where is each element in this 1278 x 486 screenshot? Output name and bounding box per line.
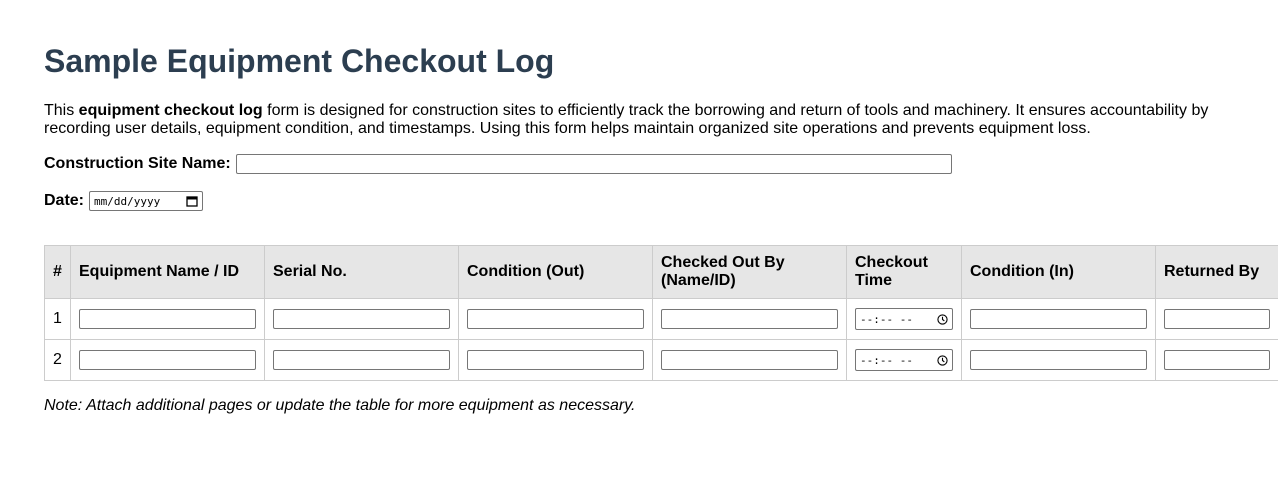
column-header: Condition (In) bbox=[962, 246, 1156, 299]
intro-prefix: This bbox=[44, 102, 79, 119]
cell-input[interactable] bbox=[273, 309, 450, 329]
date-row bbox=[44, 191, 203, 211]
cell-input[interactable] bbox=[970, 309, 1147, 329]
table-cell bbox=[847, 340, 962, 381]
cell-input[interactable] bbox=[79, 350, 256, 370]
table-cell bbox=[265, 299, 459, 340]
table-cell bbox=[847, 299, 962, 340]
table-cell bbox=[71, 299, 265, 340]
cell-input[interactable] bbox=[79, 309, 256, 329]
footnote: Note: Attach additional pages or update the table for more equipment as necessary. bbox=[44, 397, 636, 414]
date-label: Date: bbox=[44, 192, 85, 209]
calendar-icon[interactable] bbox=[186, 195, 198, 207]
site-name-row bbox=[44, 154, 952, 174]
cell-input[interactable] bbox=[970, 350, 1147, 370]
clock-icon[interactable] bbox=[937, 355, 948, 366]
table-row bbox=[45, 340, 1278, 381]
clock-icon[interactable] bbox=[937, 314, 948, 325]
table-cell bbox=[265, 340, 459, 381]
page-title: Sample Equipment Checkout Log bbox=[44, 43, 555, 79]
row-number: 1 bbox=[45, 299, 71, 340]
column-header: # bbox=[45, 246, 71, 299]
cell-input[interactable] bbox=[1164, 350, 1270, 370]
row-number: 2 bbox=[45, 340, 71, 381]
table-row bbox=[45, 299, 1278, 340]
table-cell bbox=[962, 340, 1156, 381]
table-cell bbox=[962, 299, 1156, 340]
checkout-time-input[interactable] bbox=[855, 349, 953, 371]
table-cell bbox=[1156, 340, 1278, 381]
time-placeholder: --:-- -- bbox=[860, 353, 913, 367]
table-cell bbox=[71, 340, 265, 381]
site-name-input[interactable] bbox=[236, 154, 952, 174]
site-name-label: Construction Site Name: bbox=[44, 155, 231, 172]
column-header: Returned By bbox=[1156, 246, 1278, 299]
time-placeholder: --:-- -- bbox=[860, 312, 913, 326]
intro-bold: equipment checkout log bbox=[78, 102, 263, 119]
column-header: Checked Out By (Name/ID) bbox=[653, 246, 847, 299]
cell-input[interactable] bbox=[273, 350, 450, 370]
table-cell bbox=[1156, 299, 1278, 340]
checkout-table bbox=[44, 245, 1278, 381]
column-header: Serial No. bbox=[265, 246, 459, 299]
table-cell bbox=[459, 340, 653, 381]
column-header: Equipment Name / ID bbox=[71, 246, 265, 299]
cell-input[interactable] bbox=[467, 350, 644, 370]
table-header-row bbox=[45, 246, 1278, 299]
intro-suffix: form is designed for construction sites to efficiently track the borrowing and return of tools and machinery. It ensures accountability by recording user details, equipment condition, and timestamps. Using this form helps maintain organized site operations and prevents equipment loss. bbox=[44, 102, 1209, 137]
column-header: Checkout Time bbox=[847, 246, 962, 299]
date-placeholder: mm/dd/yyyy bbox=[94, 194, 161, 208]
cell-input[interactable] bbox=[661, 350, 838, 370]
checkout-time-input[interactable] bbox=[855, 308, 953, 330]
intro-text bbox=[44, 102, 1224, 138]
date-input[interactable] bbox=[89, 191, 203, 211]
table-cell bbox=[459, 299, 653, 340]
table-cell bbox=[653, 340, 847, 381]
cell-input[interactable] bbox=[661, 309, 838, 329]
column-header: Condition (Out) bbox=[459, 246, 653, 299]
cell-input[interactable] bbox=[467, 309, 644, 329]
table-cell bbox=[653, 299, 847, 340]
cell-input[interactable] bbox=[1164, 309, 1270, 329]
